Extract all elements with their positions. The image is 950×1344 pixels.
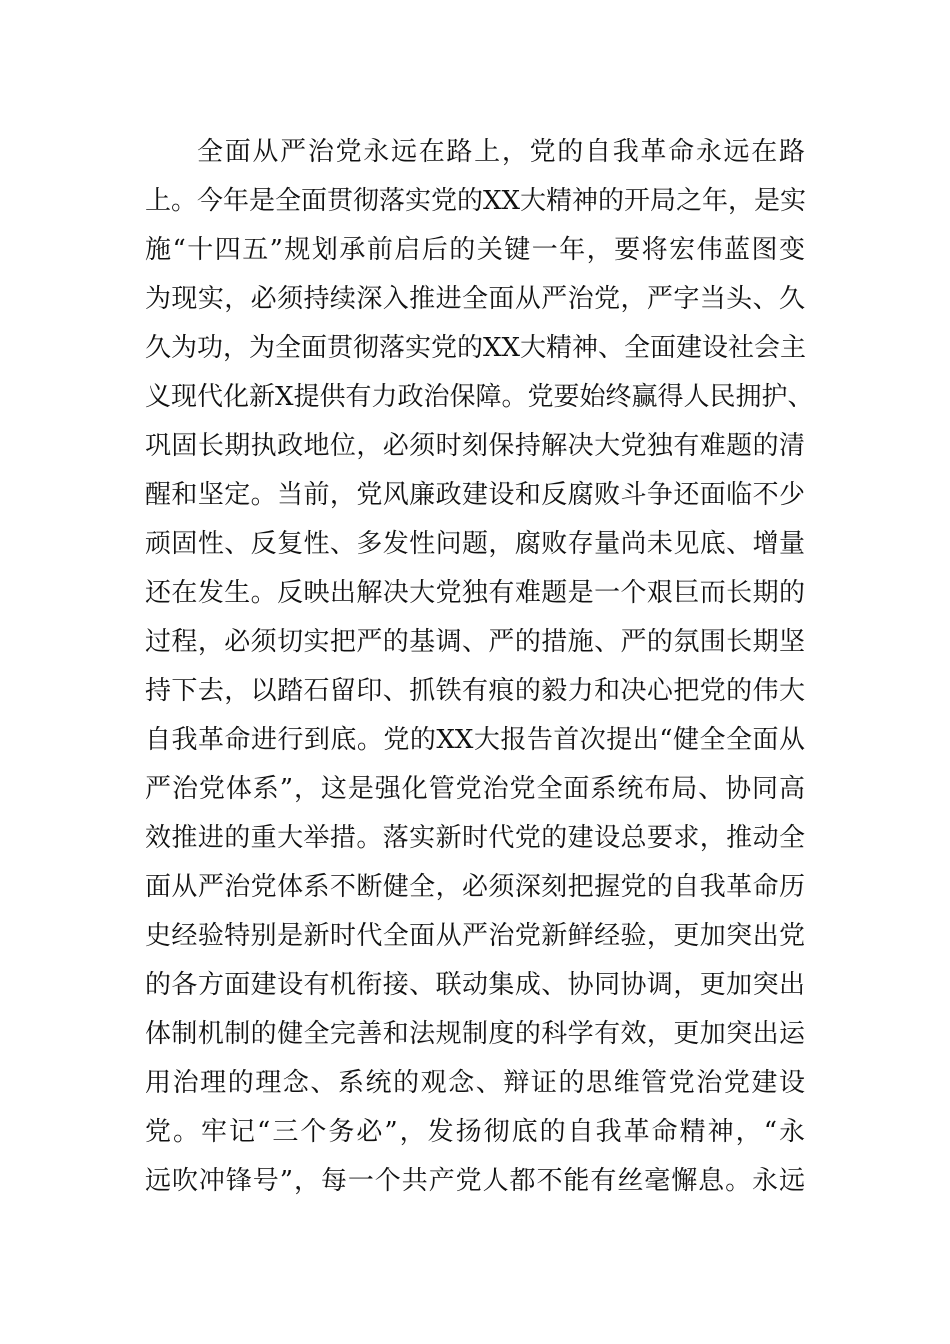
text-line: 醒和坚定。当前，党风廉政建设和反腐败斗争还面临不少 bbox=[145, 480, 805, 510]
text-line: 还在发生。反映出解决大党独有难题是一个艰巨而长期的 bbox=[145, 578, 805, 608]
text-line: 义现代化新X提供有力政治保障。党要始终赢得人民拥护、 bbox=[145, 382, 814, 412]
text-line: 全面从严治党永远在路上，党的自我革命永远在路 bbox=[197, 137, 805, 167]
text-line: 效推进的重大举措。落实新时代党的建设总要求，推动全 bbox=[145, 823, 805, 853]
text-line: 用治理的理念、系统的观念、辩证的思维管党治党建设 bbox=[145, 1068, 805, 1098]
text-line: 久为功，为全面贯彻落实党的XX大精神、全面建设社会主 bbox=[145, 333, 807, 363]
text-line: 党。牢记“三个务必”，发扬彻底的自我革命精神，“永 bbox=[145, 1117, 805, 1147]
text-line: 面从严治党体系不断健全，必须深刻把握党的自我革命历 bbox=[145, 872, 805, 902]
text-line: 自我革命进行到底。党的XX大报告首次提出“健全全面从 bbox=[145, 725, 805, 755]
text-line: 持下去，以踏石留印、抓铁有痕的毅力和决心把党的伟大 bbox=[145, 676, 805, 706]
text-line: 上。今年是全面贯彻落实党的XX大精神的开局之年，是实 bbox=[145, 186, 807, 216]
text-line: 过程，必须切实把严的基调、严的措施、严的氛围长期坚 bbox=[145, 627, 805, 657]
text-line: 远吹冲锋号”，每一个共产党人都不能有丝毫懈息。永远 bbox=[145, 1166, 805, 1196]
text-line: 严治党体系”，这是强化管党治党全面系统布局、协同高 bbox=[145, 774, 805, 804]
text-line: 顽固性、反复性、多发性问题，腐败存量尚未见底、增量 bbox=[145, 529, 805, 559]
text-line: 体制机制的健全完善和法规制度的科学有效，更加突出运 bbox=[145, 1019, 805, 1049]
text-line: 施“十四五”规划承前启后的关键一年，要将宏伟蓝图变 bbox=[145, 235, 805, 265]
text-line: 巩固长期执政地位，必须时刻保持解决大党独有难题的清 bbox=[145, 431, 805, 461]
text-line: 史经验特别是新时代全面从严治党新鲜经验，更加突出党 bbox=[145, 921, 805, 951]
text-line: 的各方面建设有机衔接、联动集成、协同协调，更加突出 bbox=[145, 970, 805, 1000]
text-line: 为现实，必须持续深入推进全面从严治党，严字当头、久 bbox=[145, 284, 805, 314]
